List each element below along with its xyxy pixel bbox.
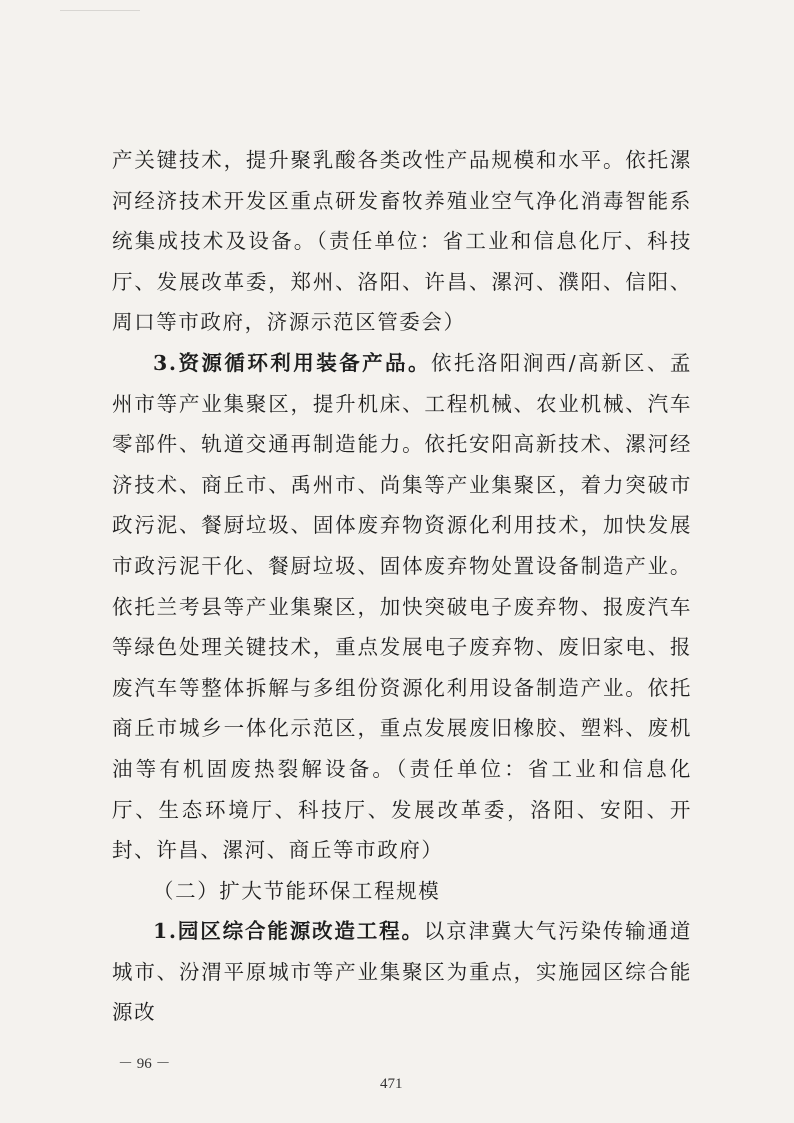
paragraph-resource-recycling <box>112 343 692 871</box>
page-number-center: 471 <box>380 1076 403 1092</box>
document-body <box>112 140 692 1033</box>
paragraph-lead-title: 3.资源循环利用装备产品。 <box>153 350 431 375</box>
section-heading: （二）扩大节能环保工程规模 <box>153 878 441 903</box>
paragraph-body-text: 依托洛阳涧西/高新区、孟州市等产业集聚区，提升机床、工程机械、农业机械、汽车零部件、轨道交通再制造能力。依托安阳高新技术、漯河经济技术、商丘市、禹州市、尚集等产业集聚区，着力突破市政污泥、餐厨垃圾、固体废弃物资源化利用技术，加快发展市政污泥干化、餐厨垃圾、固体废弃物处置设备制造产业。依托兰考县等产业集聚区，加快突破电子废弃物、报废汽车等绿色处理关键技术，重点发展电子废弃物、废旧家电、报废汽车等整体拆解与多组份资源化利用设备制造产业。依托商丘市城乡一体化示范区，重点发展废旧橡胶、塑料、废机油等有机固废热裂解设备。（责任单位：省工业和信息化厅、生态环境厅、科技厅、发展改革委，洛阳、安阳、开封、许昌、漯河、商丘等市政府） <box>112 350 693 863</box>
paragraph-lead-title: 1.园区综合能源改造工程。 <box>153 919 424 944</box>
paragraph-body-text: 以京津冀大气污染传输通道城市、汾渭平原城市等产业集聚区为重点，实施园区综合能源改 <box>112 919 693 1025</box>
paragraph-park-energy <box>112 911 692 1033</box>
paragraph-continuation: 产关键技术，提升聚乳酸各类改性产品规模和水平。依托漯河经济技术开发区重点研发畜牧养殖业空气净化消毒智能系统集成技术及设备。（责任单位：省工业和信息化厅、科技厅、发展改革委，郑州、洛阳、许昌、漯河、濮阳、信阳、周口等市政府，济源示范区管委会） <box>112 148 692 335</box>
page-number-left: － 96 － <box>118 1056 171 1072</box>
scan-artifact-line <box>60 10 140 11</box>
